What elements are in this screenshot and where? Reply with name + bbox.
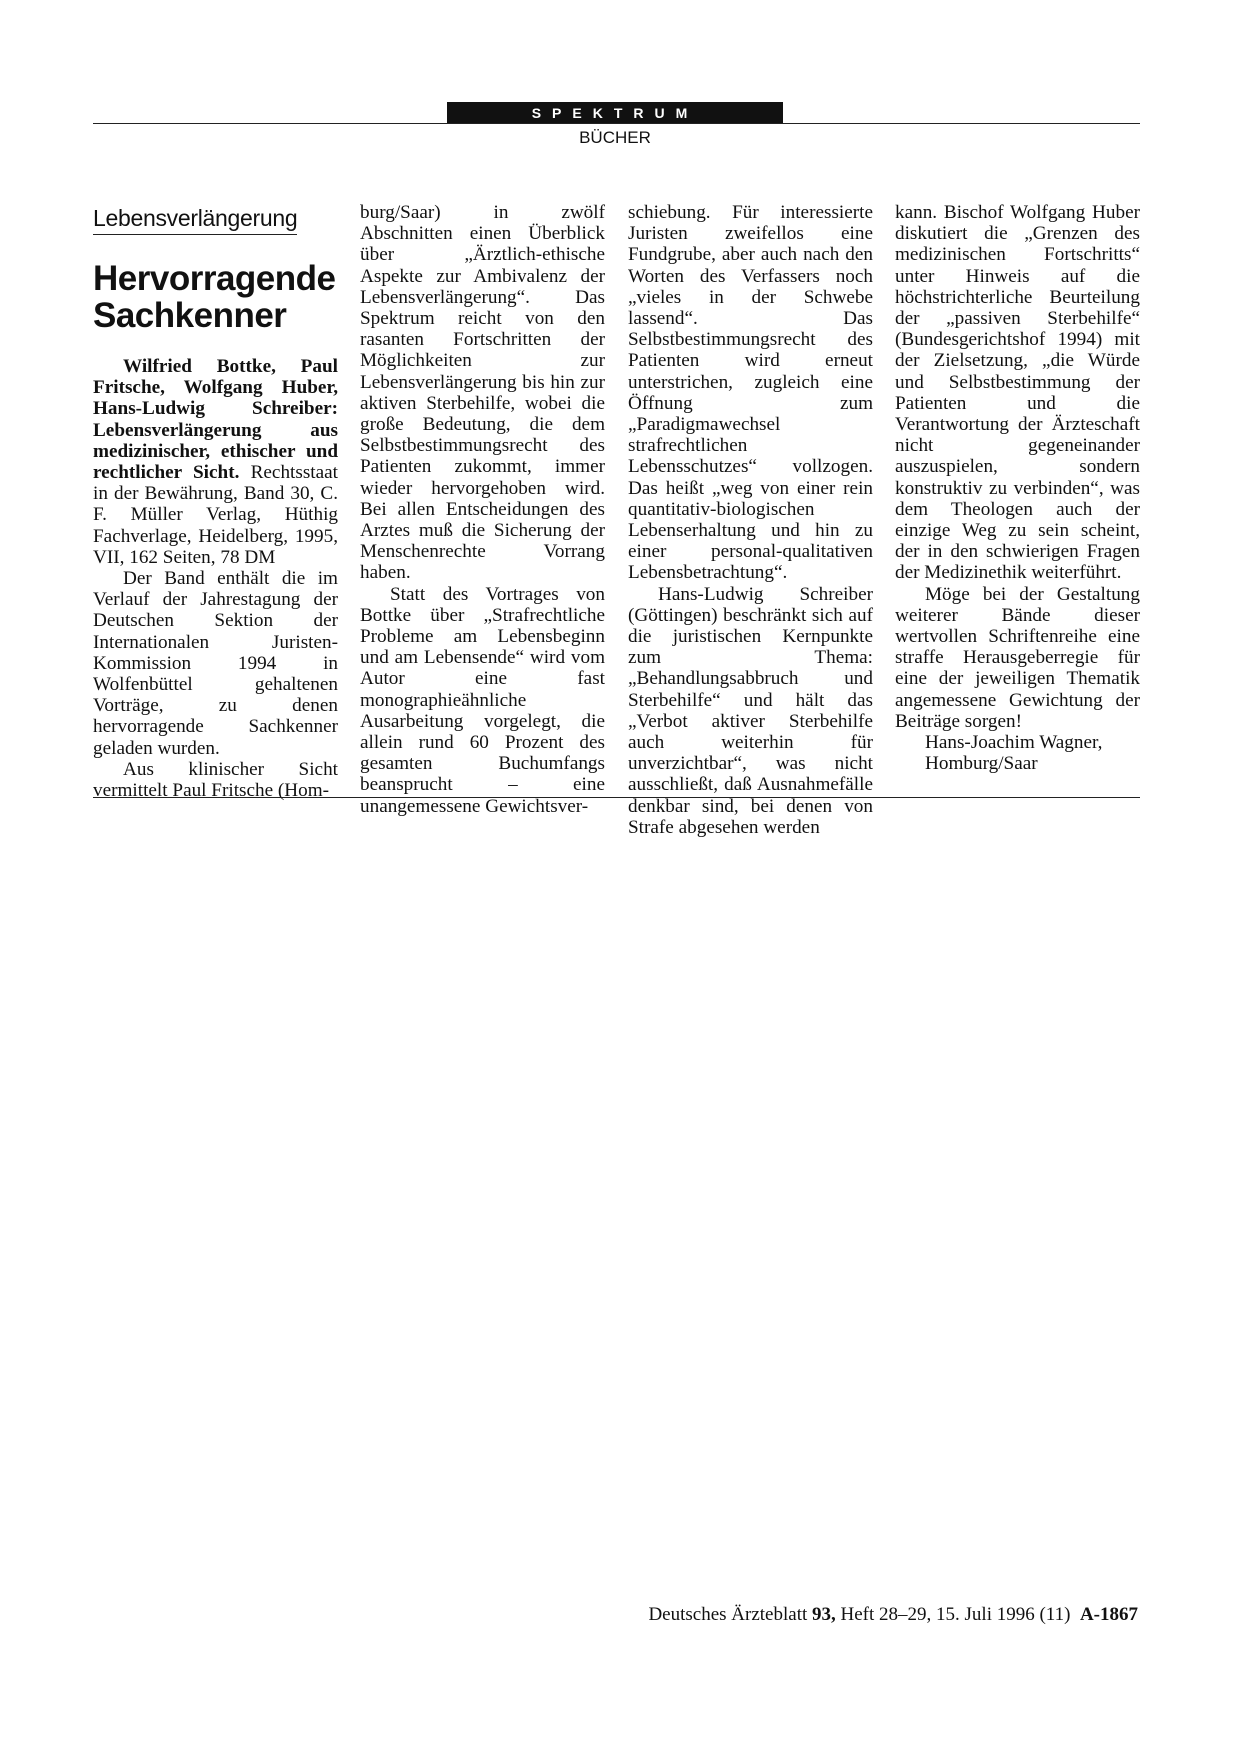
article-column-4 — [895, 202, 1140, 774]
article-end-rule — [93, 797, 1140, 798]
book-authors-title: Wilfried Bottke, Paul Fritsche, Wolfgang Huber, Hans-Ludwig Schreiber: Lebensverlängerung aus medizinischer, ethischer und rechtlicher Sicht. — [93, 356, 338, 484]
paragraph: Aus klinischer Sicht vermittelt Paul Fritsche (Hom- — [93, 758, 338, 802]
paragraph-continued: burg/Saar) in zwölf Abschnitten einen Überblick über „Ärztlich-ethische Aspekte zur Ambivalenz der Lebensverlängerung“. Das Spektrum reicht von den rasanten Fortschritten der Möglichkeiten zur Lebensverlängerung bis hin zur aktiven Sterbehilfe, wobei die große Bedeutung, die dem Selbstbestimmungsrecht des Patienten zukommt, immer wieder hervorgehoben wird. Bei allen Entscheidungen des Arztes muß die Sicherung der Menschenrechte Vorrang haben. — [360, 202, 605, 584]
book-reference — [93, 356, 338, 568]
article-kicker: Lebensverlängerung — [93, 205, 297, 235]
page-number: A-1867 — [1079, 1604, 1138, 1625]
paragraph: Hans-Ludwig Schreiber (Göttingen) beschränkt sich auf die juristischen Kernpunkte zum Thema: „Behandlungsabbruch und Sterbehilfe“ und hält das „Verbot aktiver Sterbehilfe auch weiterhin für unverzichtbar“, was nicht ausschließt, daß Ausnahmefälle denkbar sind, bei denen von Strafe abgesehen werden — [628, 583, 873, 838]
paragraph-continued: kann. Bischof Wolfgang Huber diskutiert die „Grenzen des medizinischen Fortschritts“ unter Hinweis auf die höchstrichterliche Beurteilung der „passiven Sterbehilfe“ (Bundesgerichtshof 1994) mit der Zielsetzung, „die Würde und Selbstbestimmung der Patienten und die Verantwortung der Ärzteschaft nicht gegeneinander auszuspielen, sondern konstruktiv zu verbinden“, was dem Theologen auch der einzige Weg zu sein scheint, der in den schwierigen Fragen der Medizinethik weiterführt. — [895, 202, 1140, 584]
journal-name: Deutsches Ärzteblatt — [648, 1604, 808, 1625]
section-header: SPEKTRUM — [447, 102, 783, 124]
paragraph: Der Band enthält die im Verlauf der Jahrestagung der Deutschen Sektion der Internationalen Juristen-Kommission 1994 in Wolfenbüttel gehaltenen Vorträge, zu denen hervorragende Sachkenner geladen wurden. — [93, 568, 338, 759]
article-column-3 — [628, 202, 873, 838]
header-rule — [93, 123, 1140, 124]
paragraph-continued: schiebung. Für interessierte Juristen zweifellos eine Fundgrube, aber auch nach den Worten des Verfassers noch „vieles in der Schwebe lassend“. Das Selbstbestimmungsrecht des Patienten wird erneut unterstrichen, zugleich eine Öffnung zum „Paradigmawechsel strafrechtlichen Lebensschutzes“ vollzogen. Das heißt „weg von einer rein quantitativ-biologischen Lebenserhaltung und hin zu einer personal-qualitativen Lebensbetrachtung“. — [628, 202, 873, 584]
article-title — [93, 260, 338, 334]
title-line-2: Sachkenner — [93, 296, 287, 335]
article-column-1 — [93, 205, 338, 801]
subsection-label: BÜCHER — [579, 128, 651, 147]
journal-issue: Heft 28–29, 15. Juli 1996 (11) — [840, 1604, 1071, 1625]
paragraph: Möge bei der Gestaltung weiterer Bände dieser wertvollen Schriftenreihe eine straffe Herausgeberregie für eine der jeweiligen Thematik angemessene Gewichtung der Beiträge sorgen! — [895, 583, 1140, 732]
article-column-2 — [360, 202, 605, 817]
journal-volume: 93, — [812, 1604, 836, 1625]
title-line-1: Hervorragende — [93, 259, 336, 298]
page-footer — [648, 1604, 1138, 1626]
reviewer-place: Homburg/Saar — [925, 753, 1038, 775]
book-details: Rechtsstaat in der Bewährung, Band 30, C. F. Müller Verlag, Hüthig Fachverlage, Heidelberg, 1995, VII, 162 Seiten, 78 DM — [93, 462, 338, 568]
paragraph: Statt des Vortrages von Bottke über „Strafrechtliche Probleme am Lebensbeginn und am Lebensende“ wird vom Autor eine fast monographieähnliche Ausarbeitung vorgelegt, die allein rund 60 Prozent des gesamten Buchumfangs beansprucht – eine unangemessene Gewichtsver- — [360, 583, 605, 817]
reviewer-name: Hans-Joachim Wagner, — [925, 732, 1103, 754]
